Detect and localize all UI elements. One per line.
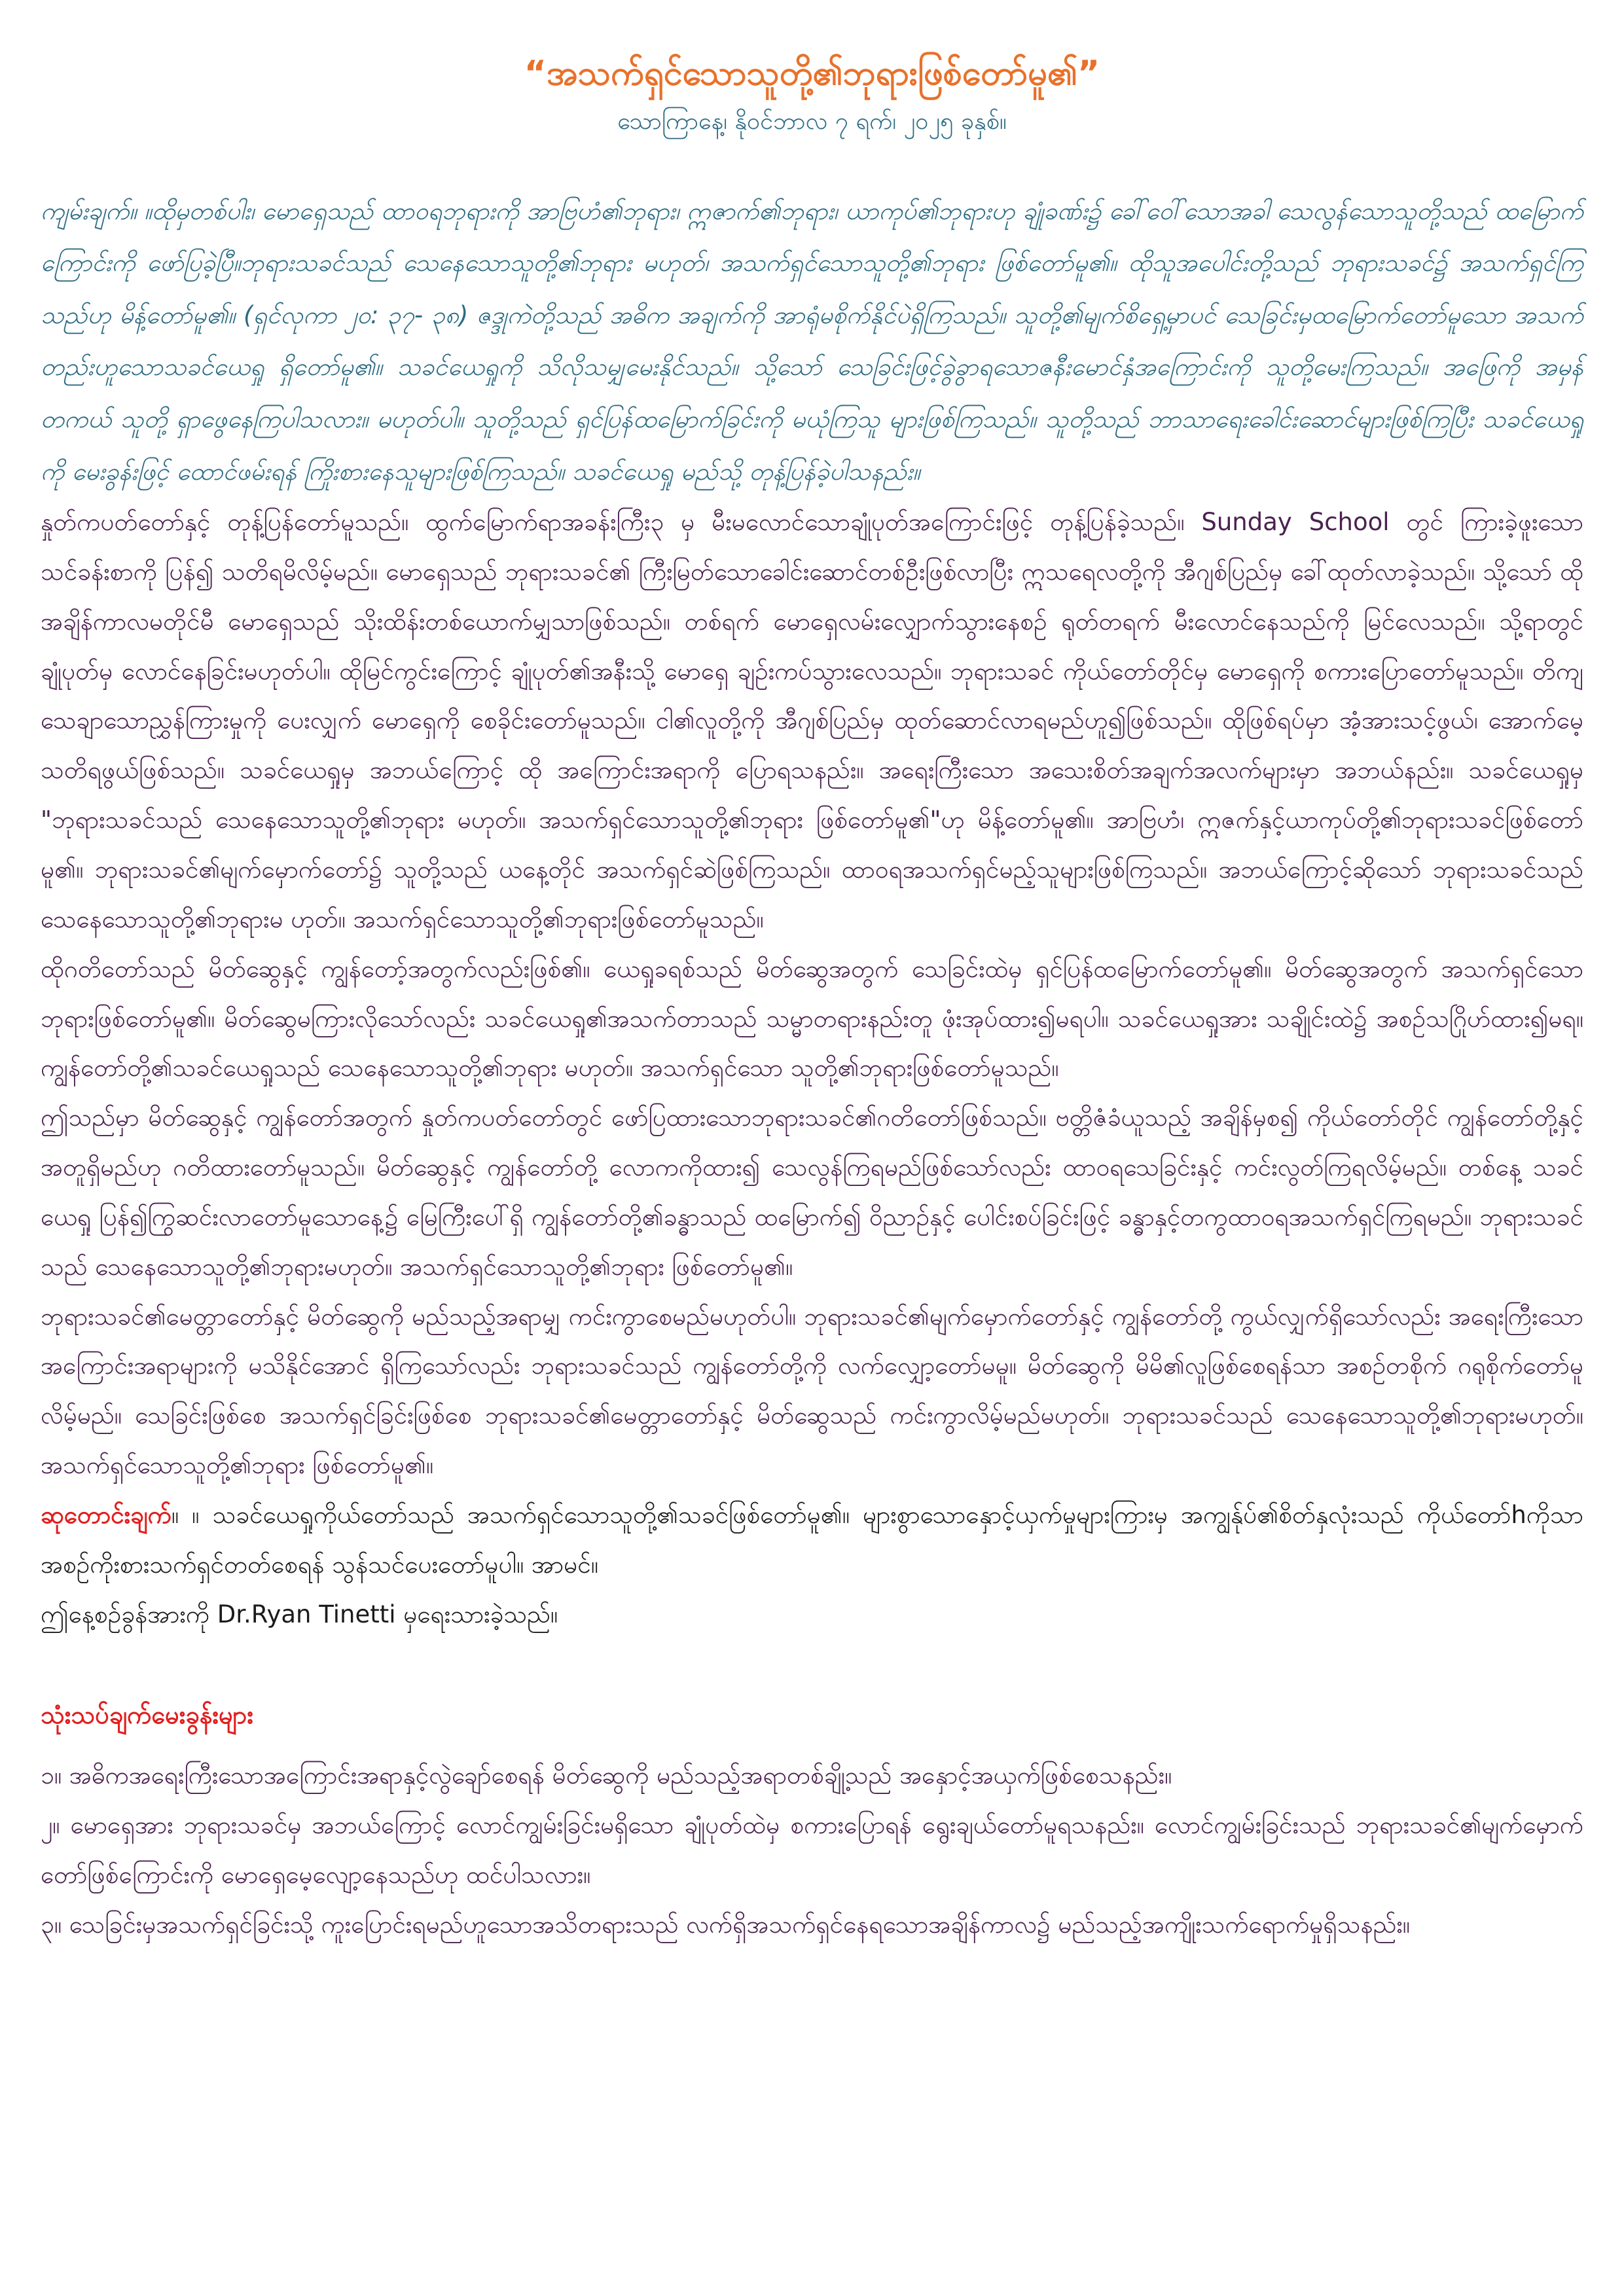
- body-paragraph-2: ထိုဂတိတော်သည် မိတ်ဆွေနှင့် ကျွန်တော့်အတွက်လည်းဖြစ်၏။ ယေရှုခရစ်သည် မိတ်ဆွေအတွက် သေခြင်းထဲမှ ရှင်ပြန်ထမြောက်တော်မူ၏။ မိတ်ဆွေအတွက် အသက်ရှင်သောဘုရားဖြစ်တော်မူ၏။ မိတ်ဆွေမကြားလိုသော်လည်း သခင်ယေရှု၏အသက်တာသည် သမ္မာတရားနည်းတူ ဖုံးအုပ်ထား၍မရပါ။ သခင်ယေရှုအား သချိုင်းထဲ၌ အစဉ်သဂြိုဟ်ထား၍မရ။ ကျွန်တော်တို့၏သခင်ယေရှုသည် သေနေသောသူတို့၏ဘုရား မဟုတ်။ အသက်ရှင်သော သူတို့၏ဘုရားဖြစ်တော်မူသည်။: [41, 954, 1583, 1083]
- page-title: “အသက်ရှင်သောသူတို့၏ဘုရားဖြစ်တော်မူ၏”: [524, 54, 1100, 93]
- scripture-paragraph: ကျမ်းချက်။ ။ထိုမှတစ်ပါး၊ မောရှေသည် ထာဝရဘုရားကို အာဗြဟံ၏ဘုရား၊ ဣဇာက်၏ဘုရား၊ ယာကုပ်၏ဘုရားဟု ချုံခဏ်း၌ ခေါ်ဝေါ်သောအခါ သေလွန်သောသူတို့သည် ထမြောက်ကြောင်းကို ဖော်ပြခဲ့ပြီ။ဘုရားသခင်သည် သေနေသောသူတို့၏ဘုရား မဟုတ်၊ အသက်ရှင်သောသူတို့၏ဘုရား ဖြစ်တော်မူ၏။ ထိုသူအပေါင်းတို့သည် ဘုရားသခင်၌ အသက်ရှင်ကြသည်ဟု မိန့်တော်မူ၏။ (ရှင်လုကာ ၂၀: ၃၇- ၃၈) ဇဒ္ဒုကဲတို့သည် အဓိက အချက်ကို အာရုံမစိုက်နိုင်ပဲရှိကြသည်။ သူတို့၏မျက်စိရှေ့မှာပင် သေခြင်းမှထမြောက်တော်မူသော အသက်တည်းဟူသောသခင်ယေရှု ရှိတော်မူ၏။ သခင်ယေရှုကို သိလိုသမျှမေးနိုင်သည်။ သို့သော် သေခြင်းဖြင့်ခွဲခွာရသောဇနီးမောင်နှံအကြောင်းကို သူတို့မေးကြသည်။ အဖြေကို အမှန်တကယ် သူတို့ ရှာဖွေနေကြပါသလား။ မဟုတ်ပါ။ သူတို့သည် ရှင်ပြန်ထမြောက်ခြင်းကို မယုံကြသူ များဖြစ်ကြသည်။ သူတို့သည် ဘာသာရေးခေါင်းဆောင်များဖြစ်ကြပြီး သခင်ယေရှုကို မေးခွန်းဖြင့် ထောင်ဖမ်းရန် ကြိုးစားနေသူများဖြစ်ကြသည်။ သခင်ယေရှု မည်သို့ တုန့်ပြန်ခဲ့ပါသနည်း။: [41, 196, 1583, 486]
- body-paragraph-4: ဘုရားသခင်၏မေတ္တာတော်နှင့် မိတ်ဆွေကို မည်သည့်အရာမျှ ကင်းကွာစေမည်မဟုတ်ပါ။ ဘုရားသခင်၏မျက်မှောက်တော်နှင့် ကျွန်တော်တို့ ကွယ်လျှက်ရှိသော်လည်း အရေးကြီးသောအကြောင်းအရာများကို မသိနိုင်အောင် ရှိကြသော်လည်း ဘုရားသခင်သည် ကျွန်တော်တို့ကို လက်လျှော့တော်မမူ။ မိတ်ဆွေကို မိမိ၏လူဖြစ်စေရန်သာ အစဉ်တစိုက် ဂရုစိုက်တော်မူလိမ့်မည်။ သေခြင်းဖြစ်စေ အသက်ရှင်ခြင်းဖြစ်စေ ဘုရားသခင်၏မေတ္တာတော်နှင့် မိတ်ဆွေသည် ကင်းကွာလိမ့်မည်မဟုတ်။ ဘုရားသခင်သည် သေနေသောသူတို့၏ဘုရားမဟုတ်။ အသက်ရှင်သောသူတို့၏ဘုရား ဖြစ်တော်မူ၏။: [41, 1302, 1583, 1480]
- prayer-text: သခင်ယေရှုကိုယ်တော်သည် အသက်ရှင်သောသူတို့၏သခင်ဖြစ်တော်မူ၏။ များစွာသောနှောင့်ယှက်မှုများကြားမှ အကျွန်ုပ်၏စိတ်နှလုံးသည် ကိုယ်တော်hကိုသာ အစဉ်ကိုးစားသက်ရှင်တတ်စေရန် သွန်သင်ပေးတော်မူပါ။ အာမင်။: [41, 1500, 1583, 1579]
- question-item-2: ၂။ မောရှေအား ဘုရားသခင်မှ အဘယ်ကြောင့် လောင်ကျွမ်းခြင်းမရှိသော ချုံပုတ်ထဲမှ စကားပြောရန် ရွေးချယ်တော်မူရသနည်း။ လောင်ကျွမ်းခြင်းသည် ဘုရားသခင်၏မျက်မှောက်တော်ဖြစ်ကြောင်းကို မောရှေမေ့လျော့နေသည်ဟု ထင်ပါသလား။: [41, 1811, 1583, 1889]
- date-line: သောကြာနေ့၊ နိုဝင်ဘာလ ၇ ရက်၊ ၂၀၂၅ ခုနှစ်။: [617, 107, 1007, 135]
- prayer-paragraph: [41, 1490, 1583, 1590]
- questions-heading: သုံးသပ်ချက်မေးခွန်းများ: [41, 1700, 254, 1730]
- prayer-label: ဆုတောင်းချက်: [41, 1500, 171, 1529]
- body-paragraph-3: ဤသည်မှာ မိတ်ဆွေနှင့် ကျွန်တော်အတွက် နှုတ်ကပတ်တော်တွင် ဖော်ပြထားသောဘုရားသခင်၏ဂတိတော်ဖြစ်သည်။ ဗတ္တိဇံခံယူသည့် အချိန်မှစ၍ ကိုယ်တော်တိုင် ကျွန်တော်တို့နှင့်အတူရှိမည်ဟု ဂတိထားတော်မူသည်။ မိတ်ဆွေနှင့် ကျွန်တော်တို့ လောကကိုထား၍ သေလွန်ကြရမည်ဖြစ်သော်လည်း ထာဝရသေခြင်းနှင့် ကင်းလွတ်ကြရလိမ့်မည်။ တစ်နေ့ သခင်ယေရှု ပြန်၍ကြွဆင်းလာတော်မူသောနေ့၌ မြေကြီးပေါ်ရှိ ကျွန်တော်တို့၏ခန္ဓာသည် ထမြောက်၍ ဝိညာဉ်နှင့် ပေါင်းစပ်ခြင်းဖြင့် ခန္ဓာနှင့်တကွထာဝရအသက်ရှင်ကြရမည်။ ဘုရားသခင်သည် သေနေသောသူတို့၏ဘုရားမဟုတ်။ အသက်ရှင်သောသူတို့၏ဘုရား ဖြစ်တော်မူ၏။: [41, 1103, 1583, 1281]
- body-paragraph-1: နှုတ်ကပတ်တော်နှင့် တုန့်ပြန်တော်မူသည်။ ထွက်မြောက်ရာအခန်းကြီး၃ မှ မီးမလောင်သောချုံပုတ်အကြောင်းဖြင့် တုန့်ပြန်ခဲ့သည်။ Sunday School တွင် ကြားခဲ့ဖူးသော သင်ခန်းစာကို ပြန်၍ သတိရမိလိမ့်မည်။ မောရှေသည် ဘုရားသခင်၏ ကြီးမြတ်သောခေါင်းဆောင်တစ်ဦးဖြစ်လာပြီး ဣသရေလတို့ကို အီဂျစ်ပြည်မှ ခေါ်ထုတ်လာခဲ့သည်။ သို့သော် ထို အချိန်ကာလမတိုင်မီ မောရှေသည် သိုးထိန်းတစ်ယောက်မျှသာဖြစ်သည်။ တစ်ရက် မောရှေလမ်းလျှောက်သွားနေစဉ် ရုတ်တရက် မီးလောင်နေသည်ကို မြင်လေသည်။ သို့ရာတွင် ချုံပုတ်မှ လောင်နေခြင်းမဟုတ်ပါ။ ထိုမြင်ကွင်းကြောင့် ချုံပုတ်၏အနီးသို့ မောရှေ ချဉ်းကပ်သွားလေသည်။ ဘုရားသခင် ကိုယ်တော်တိုင်မှ မောရှေကို စကားပြောတော်မူသည်။ တိကျသေချာသောညွှန်ကြားမှုကို ပေးလျှက် မောရှေကို စေခိုင်းတော်မူသည်။ ငါ၏လူတို့ကို အီဂျစ်ပြည်မှ ထုတ်ဆောင်လာရမည်ဟူ၍ဖြစ်သည်။ ထိုဖြစ်ရပ်မှာ အံ့အားသင့်ဖွယ်၊ အောက်မေ့သတိရဖွယ်ဖြစ်သည်။ သခင်ယေရှုမှ အဘယ်ကြောင့် ထို အကြောင်းအရာကို ပြောရသနည်း။ အရေးကြီးသော အသေးစိတ်အချက်အလက်များမှာ အဘယ်နည်း။ သခင်ယေရှုမှ "ဘုရားသခင်သည် သေနေသောသူတို့၏ဘုရား မဟုတ်။ အသက်ရှင်သောသူတို့၏ဘုရား ဖြစ်တော်မူ၏"ဟု မိန့်တော်မူ၏။ အာဗြဟံ၊ ဣဇက်နှင့်ယာကုပ်တို့၏ဘုရားသခင်ဖြစ်တော်မူ၏။ ဘုရားသခင်၏မျက်မှောက်တော်၌ သူတို့သည် ယနေ့တိုင် အသက်ရှင်ဆဲဖြစ်ကြသည်။ ထာဝရအသက်ရှင်မည့်သူများဖြစ်ကြသည်။ အဘယ်ကြောင့်ဆိုသော် ဘုရားသခင်သည် သေနေသောသူတို့၏ဘုရားမ ဟုတ်။ အသက်ရှင်သောသူတို့၏ဘုရားဖြစ်တော်မူသည်။: [41, 508, 1583, 933]
- author-line: ဤနေ့စဉ်ခွန်အားကို Dr.Ryan Tinetti မှရေးသားခဲ့သည်။: [41, 1600, 558, 1628]
- question-item-1: ၁။ အဓိကအရေးကြီးသောအကြောင်းအရာနှင့်လွဲချော်စေရန် မိတ်ဆွေကို မည်သည့်အရာတစ်ချို့သည် အနှောင့်အယှက်ဖြစ်စေသနည်း။: [41, 1761, 1172, 1790]
- prayer-separator: ။ ။: [171, 1500, 213, 1529]
- question-item-3: ၃။ သေခြင်းမှအသက်ရှင်ခြင်းသို့ ကူးပြောင်းရမည်ဟူသောအသိတရားသည် လက်ရှိအသက်ရှင်နေရသောအချိန်ကာလ၌ မည်သည့်အကျိုးသက်ရောက်မှုရှိသနည်း။: [41, 1910, 1410, 1939]
